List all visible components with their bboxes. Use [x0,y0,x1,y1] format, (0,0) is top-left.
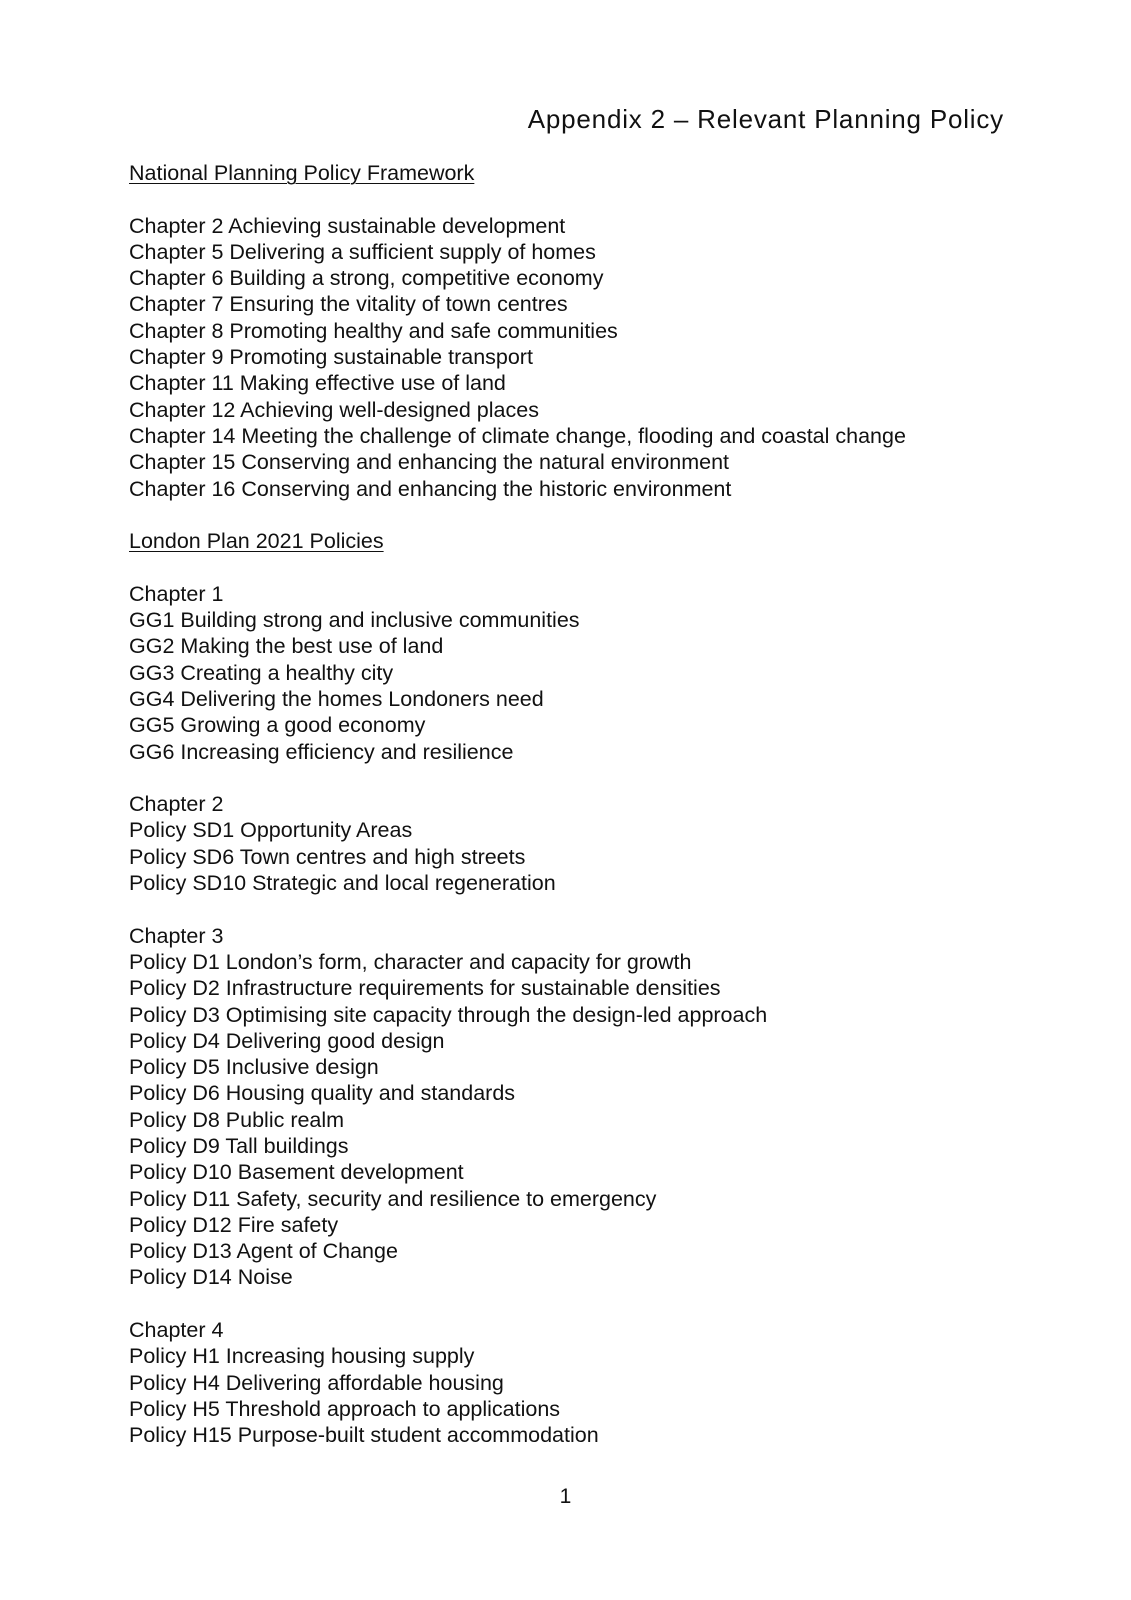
list-item: Policy D1 London’s form, character and capacity for growth [129,949,692,974]
nppf-list [129,213,1051,502]
list-item: Chapter 2 Achieving sustainable development [129,213,566,238]
list-item: Chapter 14 Meeting the challenge of climate change, flooding and coastal change [129,423,906,448]
list-item: Chapter 12 Achieving well-designed places [129,397,539,422]
list-item: Policy D4 Delivering good design [129,1028,445,1053]
list-item: Policy H5 Threshold approach to applications [129,1396,561,1421]
chapter-1-list [129,581,1051,765]
list-item: Policy D2 Infrastructure requirements for sustainable densities [129,976,721,1001]
page-number: 1 [559,1485,572,1508]
page-title: Appendix 2 – Relevant Planning Policy [527,104,1004,134]
list-item: Chapter 16 Conserving and enhancing the historic environment [129,476,732,501]
list-item: Policy D11 Safety, security and resilience to emergency [129,1186,657,1211]
list-item: GG2 Making the best use of land [129,634,444,659]
list-item: GG5 Growing a good economy [129,713,426,738]
london-plan-heading: London Plan 2021 Policies [129,529,384,554]
chapter-4-list [129,1317,1051,1448]
list-item: Policy D6 Housing quality and standards [129,1081,516,1106]
spacer [129,502,1051,528]
spacer [129,554,1051,580]
list-item: GG6 Increasing efficiency and resilience [129,739,514,764]
nppf-heading: National Planning Policy Framework [129,161,475,185]
list-item: GG3 Creating a healthy city [129,660,394,685]
spacer [129,765,1051,791]
list-item: Policy D8 Public realm [129,1107,345,1132]
chapter-title: Chapter 1 [129,581,224,606]
list-item: Policy D10 Basement development [129,1160,464,1185]
list-item: Policy D14 Noise [129,1265,293,1290]
chapter-title: Chapter 3 [129,923,224,948]
list-item: Policy D13 Agent of Change [129,1239,398,1264]
list-item: Chapter 15 Conserving and enhancing the natural environment [129,450,730,475]
list-item: Chapter 9 Promoting sustainable transport [129,345,533,370]
list-item: Chapter 6 Building a strong, competitive economy [129,266,604,291]
list-item: GG1 Building strong and inclusive communities [129,608,580,633]
list-item: Policy H4 Delivering affordable housing [129,1370,504,1395]
chapter-3-list [129,923,1051,1291]
list-item: Policy SD6 Town centres and high streets [129,844,526,869]
spacer [129,896,1051,922]
list-item: Policy D5 Inclusive design [129,1055,379,1080]
list-item: Chapter 5 Delivering a sufficient supply of homes [129,239,596,264]
spacer [129,186,1051,212]
chapter-title: Chapter 4 [129,1318,224,1343]
list-item: Policy H15 Purpose-built student accommodation [129,1423,599,1448]
list-item: Chapter 8 Promoting healthy and safe communities [129,318,618,343]
document-body [129,160,1051,1449]
list-item: Policy SD1 Opportunity Areas [129,818,413,843]
chapter-title: Chapter 2 [129,792,224,817]
spacer [129,1291,1051,1317]
chapter-2-list [129,791,1051,896]
list-item: Chapter 7 Ensuring the vitality of town centres [129,292,568,317]
list-item: Policy D9 Tall buildings [129,1133,349,1158]
list-item: Policy H1 Increasing housing supply [129,1344,475,1369]
list-item: GG4 Delivering the homes Londoners need [129,686,544,711]
list-item: Policy D3 Optimising site capacity through the design-led approach [129,1002,768,1027]
list-item: Chapter 11 Making effective use of land [129,371,506,396]
list-item: Policy SD10 Strategic and local regeneration [129,871,556,896]
list-item: Policy D12 Fire safety [129,1212,339,1237]
